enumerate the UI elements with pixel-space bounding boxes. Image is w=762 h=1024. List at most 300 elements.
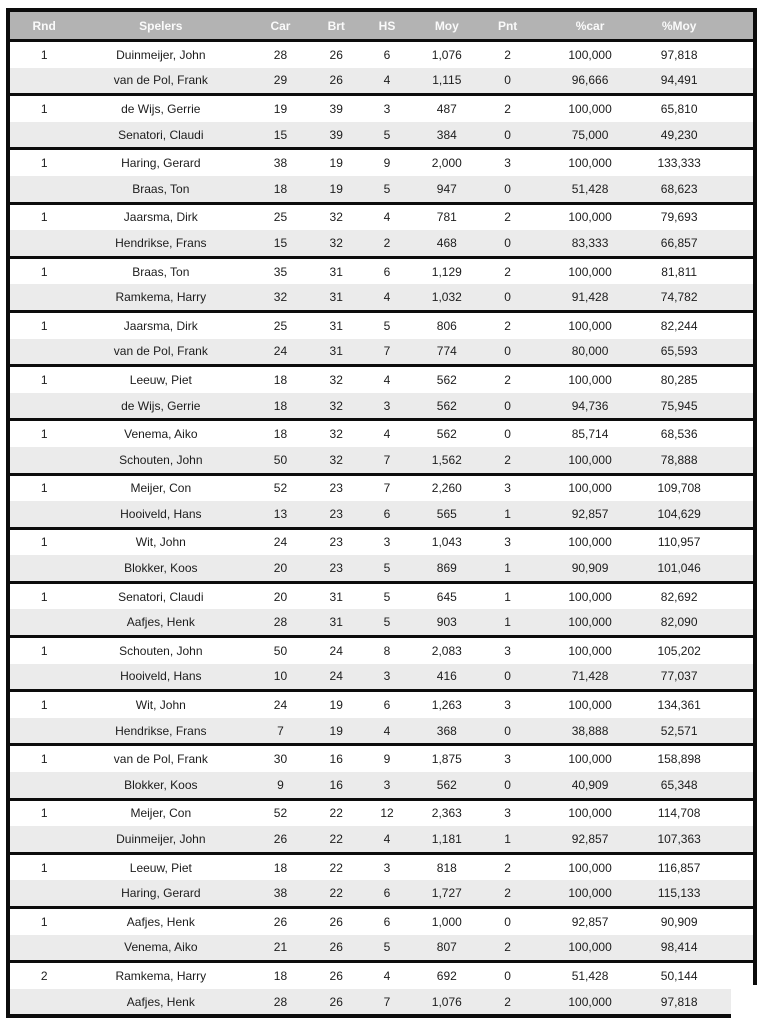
cell-pnt: 2 — [474, 257, 540, 284]
cell-pcar: 100,000 — [541, 95, 640, 122]
cell-brt: 31 — [318, 609, 355, 636]
cell-brt: 22 — [318, 826, 355, 853]
cell-pmoy: 78,888 — [639, 447, 755, 474]
cell-brt: 26 — [318, 989, 355, 1017]
cell-speler: Haring, Gerard — [78, 149, 243, 176]
cell-pmoy: 158,898 — [639, 745, 755, 772]
cell-brt: 23 — [318, 528, 355, 555]
cell-pnt: 0 — [474, 284, 540, 311]
cell-pmoy: 101,046 — [639, 555, 755, 582]
table-row — [8, 745, 755, 772]
cell-pcar: 94,736 — [541, 393, 640, 420]
cell-brt: 31 — [318, 257, 355, 284]
cell-moy: 947 — [419, 176, 474, 203]
cell-brt: 22 — [318, 853, 355, 880]
results-table — [6, 8, 757, 1018]
cell-pcar: 92,857 — [541, 501, 640, 528]
cell-car: 32 — [243, 284, 317, 311]
cell-hs: 4 — [355, 420, 419, 447]
cell-pmoy: 74,782 — [639, 284, 755, 311]
table-row — [8, 962, 755, 989]
cell-rnd: 1 — [8, 420, 78, 447]
cell-car: 15 — [243, 230, 317, 257]
cell-hs: 5 — [355, 935, 419, 962]
cell-speler: Hendrikse, Frans — [78, 718, 243, 745]
cell-rnd: 1 — [8, 691, 78, 718]
cell-speler: Hooiveld, Hans — [78, 501, 243, 528]
col-header-brt: Brt — [318, 10, 355, 41]
match-group — [8, 908, 755, 962]
cell-hs: 9 — [355, 745, 419, 772]
cell-speler: de Wijs, Gerrie — [78, 393, 243, 420]
cell-moy: 807 — [419, 935, 474, 962]
cell-hs: 3 — [355, 772, 419, 799]
cell-rnd: 1 — [8, 203, 78, 230]
table-row — [8, 609, 755, 636]
table-row — [8, 908, 755, 935]
cell-brt: 32 — [318, 366, 355, 393]
cell-car: 52 — [243, 799, 317, 826]
cell-pcar: 100,000 — [541, 745, 640, 772]
cell-car: 50 — [243, 447, 317, 474]
cell-pmoy: 66,857 — [639, 230, 755, 257]
cell-hs: 8 — [355, 637, 419, 664]
table-row — [8, 393, 755, 420]
table-row — [8, 311, 755, 338]
table-header — [8, 10, 755, 41]
cell-pnt: 0 — [474, 664, 540, 691]
cell-speler: de Wijs, Gerrie — [78, 95, 243, 122]
cell-pcar: 100,000 — [541, 799, 640, 826]
cell-speler: Blokker, Koos — [78, 772, 243, 799]
cell-hs: 3 — [355, 853, 419, 880]
cell-pcar: 100,000 — [541, 853, 640, 880]
cell-speler: van de Pol, Frank — [78, 745, 243, 772]
cell-hs: 12 — [355, 799, 419, 826]
cell-speler: Braas, Ton — [78, 176, 243, 203]
cell-pnt: 3 — [474, 637, 540, 664]
cell-pnt: 0 — [474, 908, 540, 935]
cell-speler: Braas, Ton — [78, 257, 243, 284]
cell-pmoy: 97,818 — [639, 989, 755, 1017]
cell-speler: Aafjes, Henk — [78, 609, 243, 636]
cell-speler: Schouten, John — [78, 447, 243, 474]
cell-brt: 26 — [318, 68, 355, 95]
cell-brt: 19 — [318, 149, 355, 176]
cell-moy: 468 — [419, 230, 474, 257]
cell-brt: 32 — [318, 393, 355, 420]
cell-pcar: 75,000 — [541, 122, 640, 149]
cell-rnd: 1 — [8, 311, 78, 338]
table-row — [8, 826, 755, 853]
cell-hs: 4 — [355, 366, 419, 393]
cell-moy: 487 — [419, 95, 474, 122]
col-header-hs: HS — [355, 10, 419, 41]
cell-car: 9 — [243, 772, 317, 799]
cell-speler: Schouten, John — [78, 637, 243, 664]
cell-moy: 1,129 — [419, 257, 474, 284]
cell-car: 19 — [243, 95, 317, 122]
cell-rnd — [8, 826, 78, 853]
cell-pnt: 0 — [474, 962, 540, 989]
table-row — [8, 339, 755, 366]
cell-car: 18 — [243, 853, 317, 880]
cell-pnt: 2 — [474, 366, 540, 393]
table-row — [8, 582, 755, 609]
cell-pcar: 100,000 — [541, 41, 640, 68]
cell-rnd — [8, 880, 78, 907]
cell-pnt: 3 — [474, 745, 540, 772]
match-group — [8, 962, 755, 1017]
cell-pmoy: 65,348 — [639, 772, 755, 799]
cell-pnt: 2 — [474, 935, 540, 962]
cell-brt: 26 — [318, 935, 355, 962]
table-row — [8, 68, 755, 95]
cell-pcar: 40,909 — [541, 772, 640, 799]
cell-brt: 16 — [318, 772, 355, 799]
cell-rnd — [8, 718, 78, 745]
cell-pmoy: 115,133 — [639, 880, 755, 907]
cell-moy: 1,181 — [419, 826, 474, 853]
cell-moy: 1,076 — [419, 989, 474, 1017]
cell-hs: 3 — [355, 393, 419, 420]
cell-pmoy: 79,693 — [639, 203, 755, 230]
cell-rnd: 1 — [8, 528, 78, 555]
cell-pcar: 83,333 — [541, 230, 640, 257]
cell-pnt: 3 — [474, 149, 540, 176]
cell-pmoy: 90,909 — [639, 908, 755, 935]
cell-pmoy: 134,361 — [639, 691, 755, 718]
cell-speler: Senatori, Claudi — [78, 582, 243, 609]
cell-brt: 16 — [318, 745, 355, 772]
cell-pcar: 85,714 — [541, 420, 640, 447]
cell-car: 20 — [243, 582, 317, 609]
cell-pcar: 38,888 — [541, 718, 640, 745]
cell-pnt: 0 — [474, 772, 540, 799]
cell-speler: Wit, John — [78, 528, 243, 555]
cell-pnt: 0 — [474, 393, 540, 420]
cell-rnd: 1 — [8, 745, 78, 772]
match-group — [8, 257, 755, 311]
cell-pmoy: 105,202 — [639, 637, 755, 664]
cell-pnt: 0 — [474, 718, 540, 745]
cell-speler: Venema, Aiko — [78, 935, 243, 962]
cell-pcar: 51,428 — [541, 176, 640, 203]
cell-pmoy: 114,708 — [639, 799, 755, 826]
cell-pnt: 2 — [474, 853, 540, 880]
cell-rnd: 1 — [8, 799, 78, 826]
match-group — [8, 95, 755, 149]
cell-car: 13 — [243, 501, 317, 528]
cell-brt: 32 — [318, 420, 355, 447]
table-row — [8, 149, 755, 176]
match-group — [8, 637, 755, 691]
match-group — [8, 420, 755, 474]
cell-pcar: 100,000 — [541, 203, 640, 230]
cell-pmoy: 75,945 — [639, 393, 755, 420]
cell-pnt: 2 — [474, 447, 540, 474]
cell-moy: 645 — [419, 582, 474, 609]
cell-pcar: 100,000 — [541, 609, 640, 636]
cell-moy: 806 — [419, 311, 474, 338]
cell-pcar: 100,000 — [541, 311, 640, 338]
cell-moy: 416 — [419, 664, 474, 691]
cell-brt: 31 — [318, 311, 355, 338]
table-row — [8, 555, 755, 582]
table-row — [8, 284, 755, 311]
table-row — [8, 420, 755, 447]
cell-moy: 781 — [419, 203, 474, 230]
cell-moy: 562 — [419, 772, 474, 799]
cell-car: 26 — [243, 908, 317, 935]
cell-brt: 32 — [318, 230, 355, 257]
match-group — [8, 474, 755, 528]
table-row — [8, 799, 755, 826]
cell-hs: 4 — [355, 203, 419, 230]
cell-pcar: 100,000 — [541, 880, 640, 907]
cell-speler: Jaarsma, Dirk — [78, 311, 243, 338]
cell-speler: Jaarsma, Dirk — [78, 203, 243, 230]
table-row — [8, 880, 755, 907]
cell-hs: 4 — [355, 68, 419, 95]
cell-speler: Senatori, Claudi — [78, 122, 243, 149]
cell-rnd — [8, 609, 78, 636]
cell-hs: 6 — [355, 908, 419, 935]
cell-hs: 7 — [355, 474, 419, 501]
col-header-pnt: Pnt — [474, 10, 540, 41]
col-header-spelers: Spelers — [78, 10, 243, 41]
cell-car: 29 — [243, 68, 317, 95]
cell-pnt: 2 — [474, 989, 540, 1017]
cell-speler: van de Pol, Frank — [78, 339, 243, 366]
cell-moy: 903 — [419, 609, 474, 636]
cell-rnd — [8, 935, 78, 962]
cell-pnt: 2 — [474, 311, 540, 338]
cell-speler: Meijer, Con — [78, 474, 243, 501]
cell-pmoy: 68,623 — [639, 176, 755, 203]
cell-pmoy: 98,414 — [639, 935, 755, 962]
cell-hs: 4 — [355, 962, 419, 989]
cell-pmoy: 94,491 — [639, 68, 755, 95]
cell-car: 24 — [243, 528, 317, 555]
cell-moy: 562 — [419, 420, 474, 447]
match-group — [8, 745, 755, 799]
cell-speler: Duinmeijer, John — [78, 41, 243, 68]
cell-rnd: 1 — [8, 908, 78, 935]
cell-pmoy: 65,810 — [639, 95, 755, 122]
cell-moy: 562 — [419, 366, 474, 393]
cell-hs: 3 — [355, 95, 419, 122]
col-header-rnd: Rnd — [8, 10, 78, 41]
cell-hs: 6 — [355, 257, 419, 284]
cell-pmoy: 81,811 — [639, 257, 755, 284]
cell-car: 50 — [243, 637, 317, 664]
cell-hs: 6 — [355, 41, 419, 68]
cell-hs: 7 — [355, 989, 419, 1017]
cell-hs: 2 — [355, 230, 419, 257]
cell-speler: Wit, John — [78, 691, 243, 718]
cell-car: 26 — [243, 826, 317, 853]
cell-pnt: 1 — [474, 555, 540, 582]
cell-moy: 1,875 — [419, 745, 474, 772]
cell-pmoy: 52,571 — [639, 718, 755, 745]
cell-moy: 1,032 — [419, 284, 474, 311]
table-row — [8, 230, 755, 257]
cell-rnd — [8, 68, 78, 95]
cell-pcar: 100,000 — [541, 691, 640, 718]
match-group — [8, 149, 755, 203]
cell-pmoy: 133,333 — [639, 149, 755, 176]
cell-pmoy: 49,230 — [639, 122, 755, 149]
cell-brt: 31 — [318, 284, 355, 311]
cell-rnd: 1 — [8, 637, 78, 664]
cell-speler: Leeuw, Piet — [78, 853, 243, 880]
cell-pnt: 2 — [474, 203, 540, 230]
cell-pcar: 92,857 — [541, 826, 640, 853]
cell-pcar: 100,000 — [541, 474, 640, 501]
table-row — [8, 95, 755, 122]
cell-brt: 24 — [318, 664, 355, 691]
cell-hs: 6 — [355, 691, 419, 718]
cell-pmoy: 109,708 — [639, 474, 755, 501]
cell-pnt: 0 — [474, 230, 540, 257]
cell-pcar: 51,428 — [541, 962, 640, 989]
cell-moy: 692 — [419, 962, 474, 989]
cell-brt: 26 — [318, 41, 355, 68]
cell-pcar: 100,000 — [541, 257, 640, 284]
cell-moy: 1,076 — [419, 41, 474, 68]
cell-brt: 39 — [318, 122, 355, 149]
cell-moy: 2,363 — [419, 799, 474, 826]
cell-brt: 31 — [318, 339, 355, 366]
cell-rnd — [8, 176, 78, 203]
match-group — [8, 528, 755, 582]
cell-pmoy: 77,037 — [639, 664, 755, 691]
cell-pcar: 100,000 — [541, 447, 640, 474]
cell-moy: 384 — [419, 122, 474, 149]
cell-hs: 7 — [355, 339, 419, 366]
match-group — [8, 311, 755, 365]
cell-car: 28 — [243, 989, 317, 1017]
cell-car: 28 — [243, 609, 317, 636]
cell-pnt: 0 — [474, 420, 540, 447]
cell-brt: 26 — [318, 962, 355, 989]
cell-pmoy: 107,363 — [639, 826, 755, 853]
cell-pnt: 1 — [474, 609, 540, 636]
table-row — [8, 176, 755, 203]
cell-car: 38 — [243, 149, 317, 176]
cell-rnd — [8, 989, 78, 1017]
cell-hs: 4 — [355, 284, 419, 311]
cell-pnt: 0 — [474, 176, 540, 203]
cell-car: 18 — [243, 420, 317, 447]
cell-moy: 1,727 — [419, 880, 474, 907]
cell-rnd: 1 — [8, 474, 78, 501]
match-group — [8, 691, 755, 745]
cell-rnd — [8, 555, 78, 582]
match-group — [8, 853, 755, 907]
cell-pnt: 2 — [474, 41, 540, 68]
cell-hs: 3 — [355, 528, 419, 555]
table-row — [8, 772, 755, 799]
table-row — [8, 41, 755, 68]
cell-car: 20 — [243, 555, 317, 582]
cell-car: 15 — [243, 122, 317, 149]
cell-moy: 818 — [419, 853, 474, 880]
cell-brt: 26 — [318, 908, 355, 935]
cell-car: 30 — [243, 745, 317, 772]
cell-rnd — [8, 284, 78, 311]
cell-pmoy: 82,244 — [639, 311, 755, 338]
cell-rnd: 1 — [8, 41, 78, 68]
table-row — [8, 203, 755, 230]
col-header-pcar: %car — [541, 10, 640, 41]
cell-moy: 774 — [419, 339, 474, 366]
cell-rnd — [8, 122, 78, 149]
cell-hs: 7 — [355, 447, 419, 474]
cell-pmoy: 82,692 — [639, 582, 755, 609]
cell-moy: 2,083 — [419, 637, 474, 664]
cell-hs: 5 — [355, 609, 419, 636]
cell-pmoy: 50,144 — [639, 962, 755, 989]
cell-hs: 4 — [355, 826, 419, 853]
cell-speler: Haring, Gerard — [78, 880, 243, 907]
table-row — [8, 853, 755, 880]
table-row — [8, 718, 755, 745]
cell-pcar: 80,000 — [541, 339, 640, 366]
cell-pcar: 90,909 — [541, 555, 640, 582]
cell-pmoy: 116,857 — [639, 853, 755, 880]
cell-brt: 23 — [318, 501, 355, 528]
header-row — [8, 10, 755, 41]
cell-car: 52 — [243, 474, 317, 501]
cell-car: 24 — [243, 339, 317, 366]
cell-pnt: 0 — [474, 68, 540, 95]
cell-moy: 2,000 — [419, 149, 474, 176]
cell-car: 38 — [243, 880, 317, 907]
cell-car: 18 — [243, 962, 317, 989]
cell-hs: 5 — [355, 555, 419, 582]
table-row — [8, 501, 755, 528]
cell-rnd — [8, 393, 78, 420]
cell-brt: 39 — [318, 95, 355, 122]
cell-rnd — [8, 339, 78, 366]
col-header-moy: Moy — [419, 10, 474, 41]
cell-pmoy: 82,090 — [639, 609, 755, 636]
cell-speler: Venema, Aiko — [78, 420, 243, 447]
cell-moy: 1,043 — [419, 528, 474, 555]
cell-pnt: 1 — [474, 826, 540, 853]
cell-hs: 5 — [355, 176, 419, 203]
cell-pmoy: 65,593 — [639, 339, 755, 366]
cell-rnd: 1 — [8, 149, 78, 176]
cell-moy: 1,562 — [419, 447, 474, 474]
cell-car: 18 — [243, 366, 317, 393]
cell-pnt: 3 — [474, 528, 540, 555]
table-row — [8, 691, 755, 718]
cell-pmoy: 110,957 — [639, 528, 755, 555]
cell-rnd — [8, 664, 78, 691]
cell-car: 21 — [243, 935, 317, 962]
table-row — [8, 366, 755, 393]
cell-speler: Meijer, Con — [78, 799, 243, 826]
cell-rnd: 1 — [8, 257, 78, 284]
cell-pcar: 96,666 — [541, 68, 640, 95]
cell-pcar: 91,428 — [541, 284, 640, 311]
cell-pnt: 1 — [474, 501, 540, 528]
cell-hs: 5 — [355, 122, 419, 149]
cell-pnt: 0 — [474, 122, 540, 149]
